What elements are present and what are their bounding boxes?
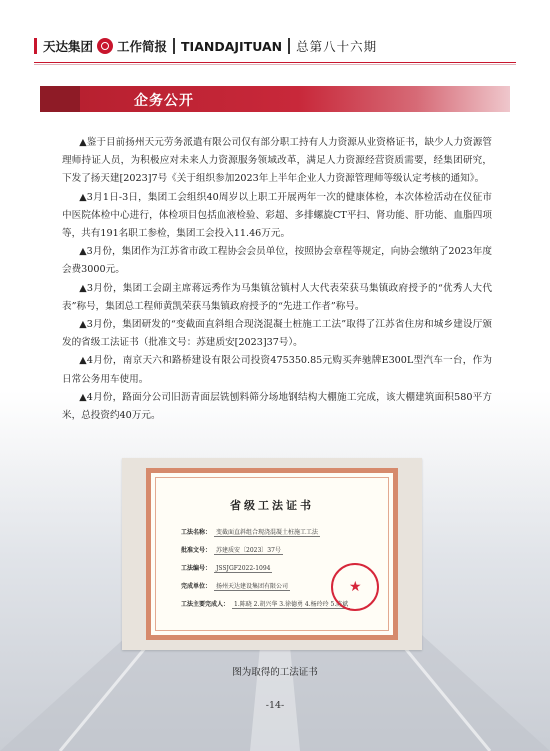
paragraph: ▲鉴于目前扬州天元劳务派遣有限公司仅有部分职工持有人力资源从业资格证书，缺少人力资源管理师持证人员，为积极应对未来人力资源服务领域改革，满足人力资源经营资质需要，经集团研究，下发了扬天建[2023]7号《关于组织参加2023年上半年企业人力资源管理师等级认定考核的通知》。 [62, 137, 492, 185]
certificate-row [181, 563, 272, 572]
certificate-row-value: 变截面直斜组合现浇混凝土桩施工工法 [216, 529, 319, 536]
article-body [62, 134, 492, 425]
paragraph: ▲4月份，南京天六和路桥建设有限公司投资475350.85元购买奔驰牌E300L型汽车一台，作为日常公务用车使用。 [62, 355, 492, 385]
certificate-row-value: 1.陈晓 2.胡兴华 3.徐德勇 4.杨玲玲 5.陈斌 [234, 601, 349, 608]
header-newsletter: 工作简报 [117, 39, 168, 54]
header-separator [288, 38, 290, 54]
header-issue: 总第八十六期 [296, 39, 378, 54]
certificate-row [181, 545, 283, 554]
header-brand: TIANDAJITUAN [181, 38, 283, 54]
header-separator [173, 38, 175, 54]
header-rule-light [34, 64, 516, 65]
certificate-row-value: JSSJGF2022-1094 [216, 565, 271, 572]
page-number: -14- [265, 700, 285, 711]
paragraph: ▲3月份，集团工会副主席蒋远秀作为马集镇岔镇村人大代表荣获马集镇政府授予的“优秀人大代表”称号，集团总工程师黄凯荣获马集镇政府授予的“先进工作者”称号。 [62, 282, 492, 312]
paragraph: ▲3月1日-3日，集团工会组织40周岁以上职工开展两年一次的健康体检，本次体检活动在仪征市中医院体检中心进行，体检项目包括血液检验、彩超、多排螺旋CT平扫、肾功能、肝功能、血脂四项等，共有191名职工参检，集团工会投入11.46万元。 [62, 191, 492, 240]
group-logo-icon [97, 38, 113, 54]
section-title: 企务公开 [134, 93, 194, 109]
figure-caption: 图为取得的工法证书 [232, 667, 318, 678]
certificate-row-value: 苏建质安〔2023〕37号 [216, 547, 281, 554]
certificate-row-value: 扬州天达建设集团有限公司 [216, 583, 289, 590]
certificate-title: 省级工法证书 [230, 499, 314, 512]
header-group-name: 天达集团 [43, 39, 94, 54]
certificate-row-label: 完成单位： [181, 583, 212, 590]
certificate-row-label: 工法主要完成人： [181, 601, 230, 608]
certificate-row-label: 工法编号： [181, 565, 212, 572]
section-banner [40, 86, 510, 112]
certificate-row [181, 599, 350, 608]
seal-star-icon: ★ [349, 579, 362, 595]
certificate-row [181, 581, 290, 590]
certificate-photo [122, 458, 422, 650]
paragraph: ▲4月份，路面分公司旧沥青面层铣刨料筛分场地钢结构大棚施工完成，该大棚建筑面积580平方米，总投资约40万元。 [62, 391, 492, 422]
page-header [34, 34, 514, 58]
paragraph: ▲3月份，集团作为江苏省市政工程协会会员单位，按照协会章程等规定，向协会缴纳了2023年度会费3000元。 [62, 246, 492, 276]
header-rule [34, 62, 516, 63]
certificate-row-label: 工法名称： [181, 529, 212, 536]
header-accent-bar [34, 38, 37, 54]
certificate-row-label: 批准文号： [181, 547, 212, 554]
certificate [146, 468, 398, 640]
official-seal-icon [331, 563, 379, 611]
certificate-row [181, 527, 320, 536]
paragraph: ▲3月份，集团研发的“变截面直斜组合现浇混凝土桩施工工法”取得了江苏省住房和城乡建设厅颁发的省级工法证书（批准文号：苏建质安[2023]37号）。 [62, 319, 492, 349]
